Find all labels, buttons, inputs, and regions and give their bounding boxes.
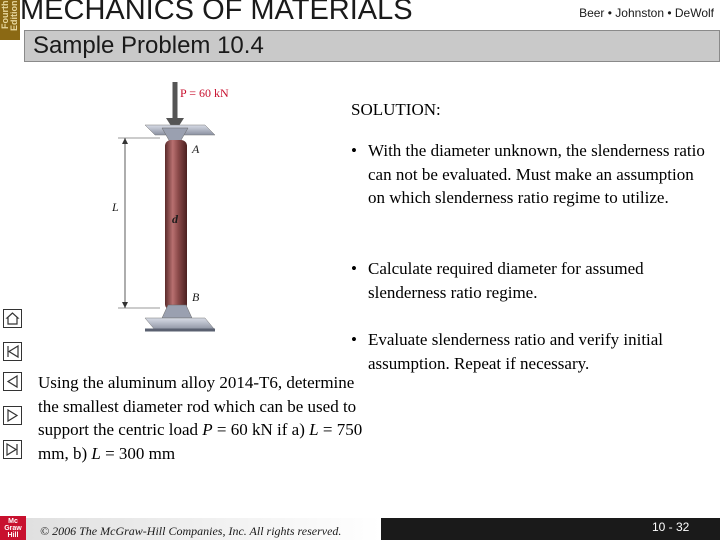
page-number: 10 - 32 — [652, 520, 690, 534]
previous-slide-icon[interactable] — [3, 372, 22, 391]
bullet-text: With the diameter unknown, the slenderness ratio can not be evaluated. Must make an assumption on which slenderness ratio regime to utilize. — [368, 141, 705, 207]
point-a-label: A — [192, 142, 200, 156]
point-b-label: B — [192, 290, 200, 304]
slide-title: Sample Problem 10.4 — [33, 32, 264, 59]
problem-symbol-p: P — [202, 420, 213, 439]
problem-text-part: = 300 mm — [100, 443, 176, 463]
slide-navigation — [0, 300, 26, 480]
problem-text-part: = 750 mm, b) — [38, 420, 363, 463]
home-icon[interactable] — [3, 309, 22, 328]
authors-line: Beer • Johnston • DeWolf — [579, 6, 714, 20]
problem-text-part: Using the aluminum alloy 2014-T6, determine the smallest diameter rod which can be used to support the centric load — [38, 373, 357, 439]
problem-symbol-l: L — [309, 420, 319, 439]
course-title: MECHANICS OF MATERIALS — [20, 0, 413, 26]
bullet-text: Calculate required diameter for assumed slenderness ratio regime. — [368, 259, 644, 302]
first-slide-icon[interactable] — [3, 342, 22, 361]
load-label: P = 60 kN — [180, 86, 229, 100]
edition-label: Fourth Edition — [0, 1, 19, 32]
solution-heading: SOLUTION: — [351, 100, 441, 119]
edition-strip — [0, 0, 20, 40]
problem-statement — [38, 371, 368, 465]
last-slide-icon[interactable] — [3, 440, 22, 459]
bullet-dot: • — [351, 330, 357, 349]
column-drawing — [100, 80, 250, 340]
slide-title-bar — [24, 30, 720, 62]
column-figure — [100, 80, 250, 340]
bullet-text: Evaluate slenderness ratio and verify initial assumption. Repeat if necessary. — [368, 330, 664, 373]
bullet-dot: • — [351, 259, 357, 278]
publisher-logo: Mc Graw Hill — [0, 516, 26, 540]
problem-symbol-l: L — [91, 443, 101, 463]
next-slide-icon[interactable] — [3, 406, 22, 425]
copyright-text: © 2006 The McGraw-Hill Companies, Inc. All rights reserved. — [40, 524, 342, 538]
bottom-support — [145, 318, 215, 330]
diameter-label: d — [172, 212, 178, 226]
problem-text-part: = 60 kN if a) — [212, 420, 310, 439]
bullet-dot: • — [351, 141, 357, 160]
length-label: L — [112, 200, 119, 214]
